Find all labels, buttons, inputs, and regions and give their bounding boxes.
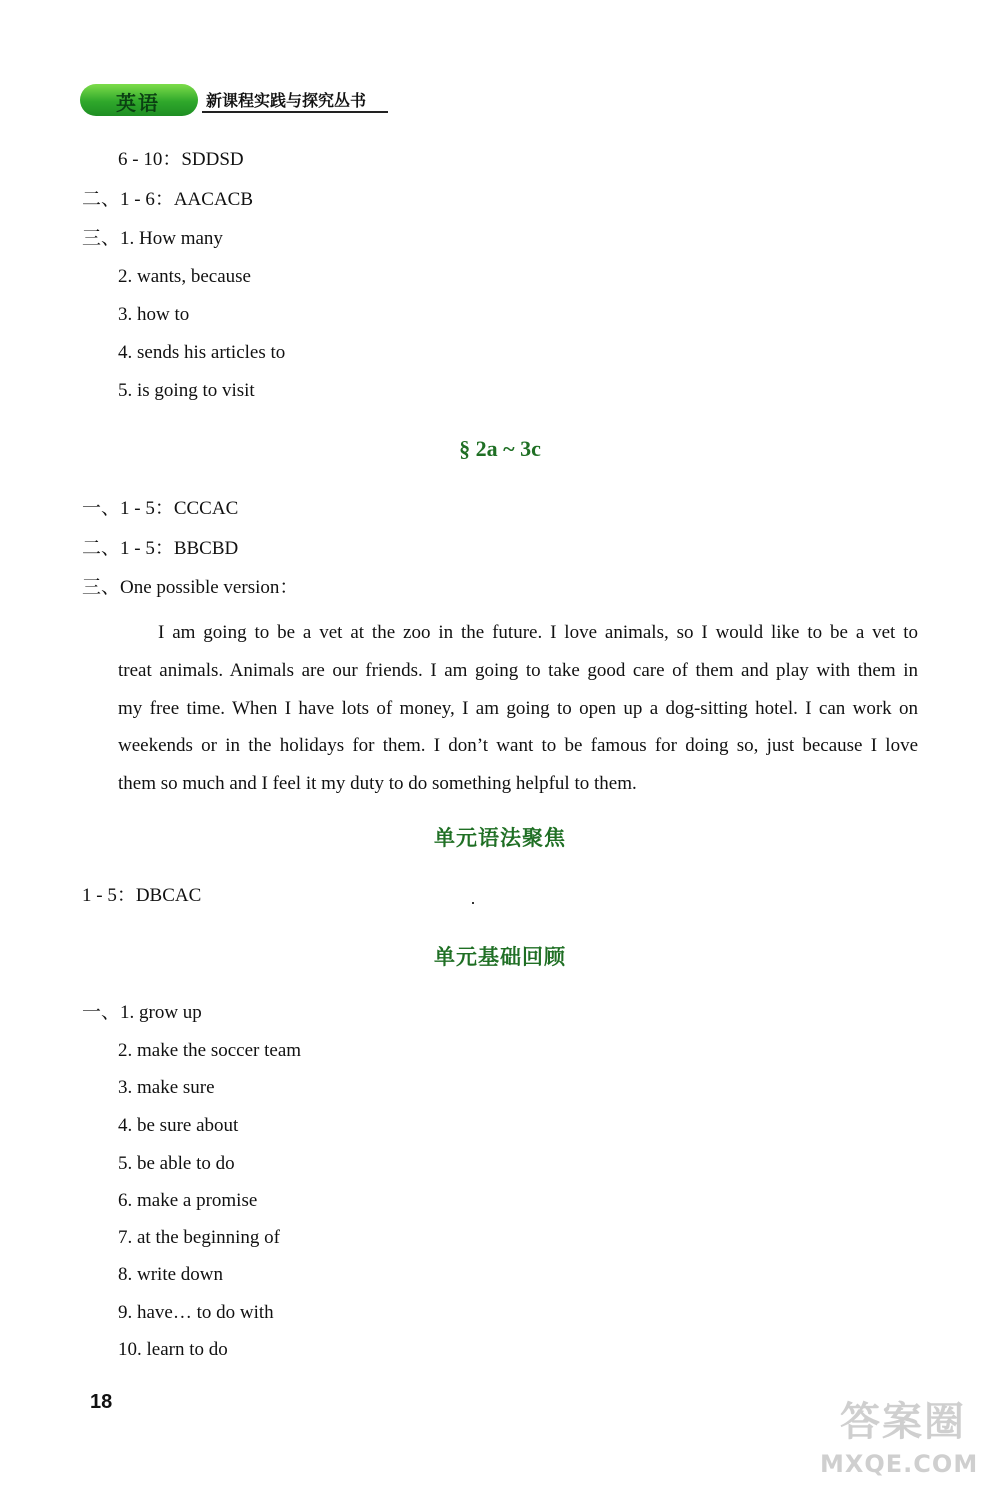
stray-mark: [472, 902, 474, 904]
review-item: 7. at the beginning of: [118, 1227, 280, 1248]
watermark-text-top: 答案圈: [840, 1399, 966, 1445]
watermark-logo: [820, 1390, 990, 1485]
review-item: 5. be able to do: [118, 1153, 235, 1174]
essay-line: my free time. When I have lots of money, I am going to open up a dog-sitting hotel. I can work on: [118, 697, 918, 719]
review-item: 9. have… to do with: [118, 1302, 274, 1323]
series-title: 新课程实践与探究丛书: [206, 91, 367, 110]
section-heading-basic-review: 单元基础回顾: [434, 945, 566, 969]
review-item: 3. make sure: [118, 1077, 215, 1098]
watermark-text-bottom: MXQE.COM: [820, 1450, 979, 1478]
review-item: 一、1. grow up: [82, 1002, 202, 1023]
answer-line: 1 - 5：DBCAC: [82, 885, 202, 906]
page-number: 18: [90, 1391, 113, 1413]
essay-line: weekends or in the holidays for them. I don’t want to be famous for doing so, just because I love: [118, 735, 918, 757]
answer-line: 2. wants, because: [118, 266, 251, 287]
subject-label: 英语: [116, 91, 160, 115]
sample-essay: [118, 614, 918, 803]
essay-line: I am going to be a vet at the zoo in the future. I love animals, so I would like to be a vet to: [158, 622, 918, 643]
review-item: 2. make the soccer team: [118, 1040, 302, 1061]
answer-line: 6 - 10：SDDSD: [118, 149, 244, 170]
answer-line: 4. sends his articles to: [118, 342, 286, 363]
review-item: 10. learn to do: [118, 1339, 228, 1360]
review-item: 8. write down: [118, 1264, 224, 1285]
answer-line: 5. is going to visit: [118, 380, 255, 401]
essay-line: them so much and I feel it my duty to do something helpful to them.: [118, 773, 637, 795]
answer-line: 三、1. How many: [82, 228, 223, 249]
answer-line: 3. how to: [118, 304, 190, 325]
review-item: 6. make a promise: [118, 1190, 258, 1211]
section-heading-2a-3c: § 2a ~ 3c: [459, 436, 541, 461]
answer-line: 二、1 - 6：AACACB: [82, 189, 254, 210]
section-heading-grammar-focus: 单元语法聚焦: [434, 826, 566, 850]
answer-line: 三、One possible version：: [82, 577, 299, 598]
header-underline: [202, 111, 388, 113]
essay-line: treat animals. Animals are our friends. I am going to take good care of them and play with them in: [118, 659, 918, 681]
answer-line: 一、1 - 5：CCCAC: [82, 498, 239, 519]
review-item: 4. be sure about: [118, 1115, 239, 1136]
answer-line: 二、1 - 5：BBCBD: [82, 538, 239, 559]
